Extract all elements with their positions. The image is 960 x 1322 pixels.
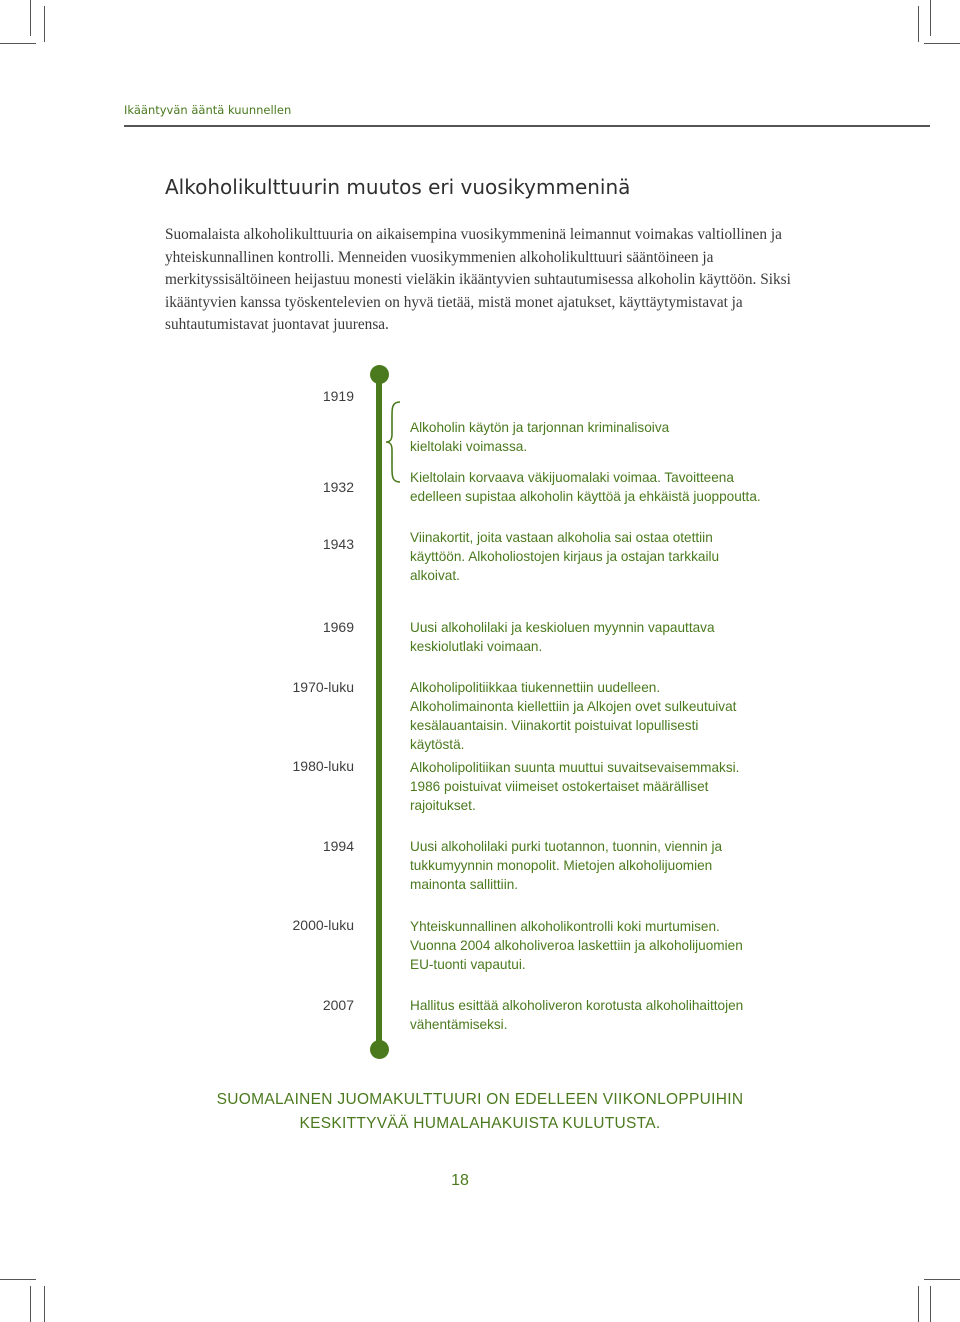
page-number: 18 bbox=[451, 1172, 469, 1189]
header-rule bbox=[124, 125, 930, 127]
timeline-description: Uusi alkoholilaki ja keskioluen myynnin vapauttava keskiolutlaki voimaan. bbox=[410, 620, 715, 654]
timeline-description: Yhteiskunnallinen alkoholikontrolli koki murtumisen. Vuonna 2004 alkoholiveroa laskettiin ja alkoholijuomien EU-tuonti vapautui. bbox=[410, 919, 743, 972]
timeline-year: 1980-luku bbox=[292, 758, 354, 774]
timeline-start-dot bbox=[370, 365, 389, 384]
crop-mark bbox=[918, 6, 919, 42]
timeline-year: 1919 bbox=[322, 388, 354, 404]
crop-mark bbox=[44, 6, 45, 42]
timeline-description: Alkoholipolitiikkaa tiukennettiin uudelleen. Alkoholimainonta kiellettiin ja Alkojen ovet sulkeutuivat kesälauantaisin. Viinakortit poistuivat lopullisesti käytöstä. bbox=[410, 680, 737, 752]
timeline-end-dot bbox=[370, 1040, 389, 1059]
curly-brace bbox=[382, 400, 406, 484]
crop-mark bbox=[30, 0, 31, 36]
page-title: Alkoholikulttuurin muutos eri vuosikymmeninä bbox=[165, 175, 631, 199]
timeline-description: Uusi alkoholilaki purki tuotannon, tuonnin, viennin ja tukkumyynnin monopolit. Mietojen alkoholijuomien mainonta sallittiin. bbox=[410, 839, 723, 892]
timeline-year: 1969 bbox=[322, 619, 354, 635]
timeline-year: 1943 bbox=[322, 536, 354, 552]
crop-mark bbox=[30, 1286, 31, 1322]
timeline-description: Viinakortit, joita vastaan alkoholia sai ostaa otettiin käyttöön. Alkoholiostojen kirjaus ja ostajan tarkkailu alkoivat. bbox=[410, 530, 720, 583]
timeline-description: Alkoholin käytön ja tarjonnan kriminalisoiva kieltolaki voimassa. bbox=[410, 420, 670, 454]
timeline-year: 2000-luku bbox=[292, 917, 354, 933]
callout-statement: SUOMALAINEN JUOMAKULTTUURI ON EDELLEEN VIIKONLOPPUIHIN KESKITTYVÄÄ HUMALAHAKUISTA KULUTUSTA. bbox=[216, 1091, 744, 1132]
timeline-year: 1994 bbox=[322, 838, 354, 854]
timeline-year: 2007 bbox=[322, 997, 354, 1013]
timeline-year: 1970-luku bbox=[292, 679, 354, 695]
crop-mark bbox=[930, 0, 931, 36]
timeline-description: Alkoholipolitiikan suunta muuttui suvaitsevaisemmaksi. 1986 poistuivat viimeiset ostokertaiset määrälliset rajoitukset. bbox=[410, 760, 740, 813]
crop-mark bbox=[924, 43, 960, 44]
timeline-description: Hallitus esittää alkoholiveron korotusta alkoholihaittojen vähentämiseksi. bbox=[410, 998, 744, 1032]
crop-mark bbox=[0, 1279, 36, 1280]
crop-mark bbox=[0, 43, 36, 44]
crop-mark bbox=[918, 1286, 919, 1322]
timeline-year: 1932 bbox=[322, 479, 354, 495]
crop-mark bbox=[44, 1286, 45, 1322]
timeline-description: Kieltolain korvaava väkijuomalaki voimaa. Tavoitteena edelleen supistaa alkoholin käyttöä ja ehkäistä juoppoutta. bbox=[410, 470, 761, 504]
crop-mark bbox=[924, 1279, 960, 1280]
intro-paragraph: Suomalaista alkoholikulttuuria on aikaisempina vuosikymmeninä leimannut voimakas valtiollinen ja yhteiskunnallinen kontrolli. Menneiden vuosikymmenien alkoholikulttuuri sääntöineen ja merkityssisältöineen heijastuu monesti vieläkin ikääntyvien suhtautumisessa alkoholin käyttöön. Siksi ikääntyvien kanssa työskentelevien on hyvä tietää, mistä monet ajatukset, käyttäytymistavat ja suhtautumistavat juontavat juurensa. bbox=[165, 226, 791, 333]
crop-mark bbox=[930, 1286, 931, 1322]
running-header: Ikääntyvän ääntä kuunnellen bbox=[124, 103, 292, 117]
